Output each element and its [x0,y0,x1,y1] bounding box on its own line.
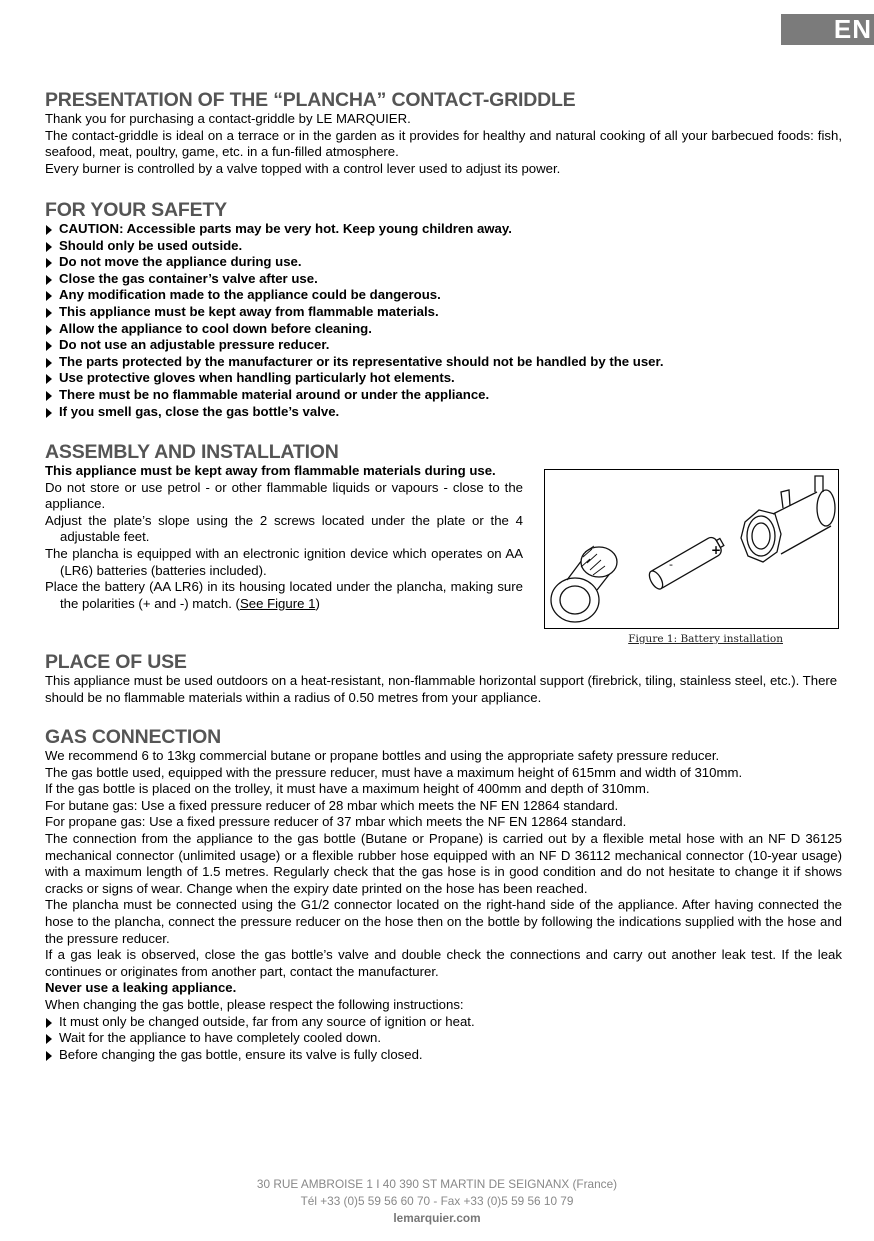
footer [0,1176,874,1227]
safety-item: CAUTION: Accessible parts may be very hot. Keep young children away. [45,221,842,238]
assembly-no-petrol: Do not store or use petrol - or other flammable liquids or vapours - close to the appliance. [45,479,523,512]
figure-caption: Figure 1: Battery installation [628,633,783,645]
battery-figure [544,469,839,629]
language-tab: EN [781,14,874,45]
footer-website: lemarquier.com [393,1211,481,1225]
gas-changing-item: It must only be changed outside, far from any source of ignition or heat. [45,1014,842,1031]
battery-minus-label: - [669,558,673,571]
assembly-slope: Adjust the plate’s slope using the 2 screws located under the plate or the 4 adjustable feet. [45,512,523,545]
gas-section [45,726,842,1063]
safety-item: Any modification made to the appliance could be dangerous. [45,287,842,304]
safety-item: Use protective gloves when handling particularly hot elements. [45,370,842,387]
assembly-heading: ASSEMBLY AND INSTALLATION [45,441,339,463]
safety-item: This appliance must be kept away from flammable materials. [45,304,842,321]
battery-installation-illustration [545,470,838,628]
safety-item: There must be no flammable material around or under the appliance. [45,387,842,404]
gas-butane: For butane gas: Use a fixed pressure reducer of 28 mbar which meets the NF EN 12864 standard. [45,797,619,813]
gas-changing-item: Wait for the appliance to have completely cooled down. [45,1030,842,1047]
assembly-battery: Place the battery (AA LR6) in its housing located under the plancha, making sure the polarities (+ and -) match. (See Figure 1) [45,579,523,611]
presentation-intro: Thank you for purchasing a contact-griddle by LE MARQUIER. [45,111,411,126]
gas-changing-list [45,1014,842,1064]
assembly-section [45,441,523,612]
assembly-ignition: The plancha is equipped with an electronic ignition device which operates on AA (LR6) batteries (batteries included). [45,545,523,578]
battery-plus-label: + [711,543,722,557]
safety-item: Do not use an adjustable pressure reducer. [45,337,842,354]
presentation-heading: PRESENTATION OF THE “PLANCHA” CONTACT-GRIDDLE [45,89,576,111]
gas-changing-intro: When changing the gas bottle, please respect the following instructions: [45,996,464,1012]
assembly-warning: This appliance must be kept away from flammable materials during use. [45,463,496,478]
gas-changing-item: Before changing the gas bottle, ensure its valve is fully closed. [45,1047,842,1064]
gas-never-leaking: Never use a leaking appliance. [45,980,237,996]
safety-item: Close the gas container’s valve after use. [45,271,842,288]
gas-connector: The plancha must be connected using the G1/2 connector located on the right-hand side of the appliance. After having connected the hose to the plancha, connect the pressure reducer on the hose then on the bottle by following the indications supplied with the hose and the pressure reducer. [45,897,842,946]
place-section [45,651,842,706]
safety-item: The parts protected by the manufacturer or its representative should not be handled by the user. [45,354,842,371]
safety-section [45,199,842,420]
see-figure-link[interactable]: See Figure 1 [239,595,316,611]
footer-phone: Tél +33 (0)5 59 56 60 70 - Fax +33 (0)5 59 56 10 79 [300,1194,574,1208]
footer-address: 30 RUE AMBROISE 1 I 40 390 ST MARTIN DE SEIGNANX (France) [256,1177,618,1191]
place-heading: PLACE OF USE [45,651,187,673]
safety-item: Do not move the appliance during use. [45,254,842,271]
safety-item: Allow the appliance to cool down before cleaning. [45,321,842,338]
presentation-description: The contact-griddle is ideal on a terrace or in the garden as it provides for healthy and natural cooking of all your barbecued foods: fish, seafood, meat, poultry, game, etc. in a fun-filled atmosphere. [45,127,842,160]
gas-propane: For propane gas: Use a fixed pressure reducer of 37 mbar which meets the NF EN 12864 standard. [45,814,627,830]
gas-hose: The connection from the appliance to the gas bottle (Butane or Propane) is carried out by a flexible metal hose with an NF D 36125 mechanical connector (unlimited usage) or a flexible rubber hose equipped with an NF D 36112 mechanical connector (10-year usage) with a maximum length of 1.5 metres. Regularly check that the gas hose is in good condition and do not hesitate to change it if shows cracks or signs of wear. Change when the expiry date printed on the hose has been reached. [45,830,842,896]
gas-heading: GAS CONNECTION [45,726,221,748]
gas-trolley: If the gas bottle is placed on the trolley, it must have a maximum height of 400mm and depth of 310mm. [45,781,650,797]
presentation-burner-note: Every burner is controlled by a valve topped with a control lever used to adjust its power. [45,160,561,176]
gas-recommend: We recommend 6 to 13kg commercial butane or propane bottles and using the appropriate safety pressure reducer. [45,748,720,763]
gas-bottle-size: The gas bottle used, equipped with the pressure reducer, must have a maximum height of 615mm and width of 310mm. [45,764,743,780]
place-text: This appliance must be used outdoors on a heat-resistant, non-flammable horizontal support (firebrick, tiling, stainless steel, etc.). There should be no flammable materials within a radius of 0.50 metres from your appliance. [45,673,838,705]
gas-leak: If a gas leak is observed, close the gas bottle’s valve and double check the connections and carry out another leak test. If the leak continues or originates from another part, contact the manufacturer. [45,947,842,979]
safety-heading: FOR YOUR SAFETY [45,199,227,221]
safety-list [45,221,842,420]
safety-item: Should only be used outside. [45,238,842,255]
presentation-section [45,89,842,177]
safety-item: If you smell gas, close the gas bottle’s valve. [45,404,842,421]
